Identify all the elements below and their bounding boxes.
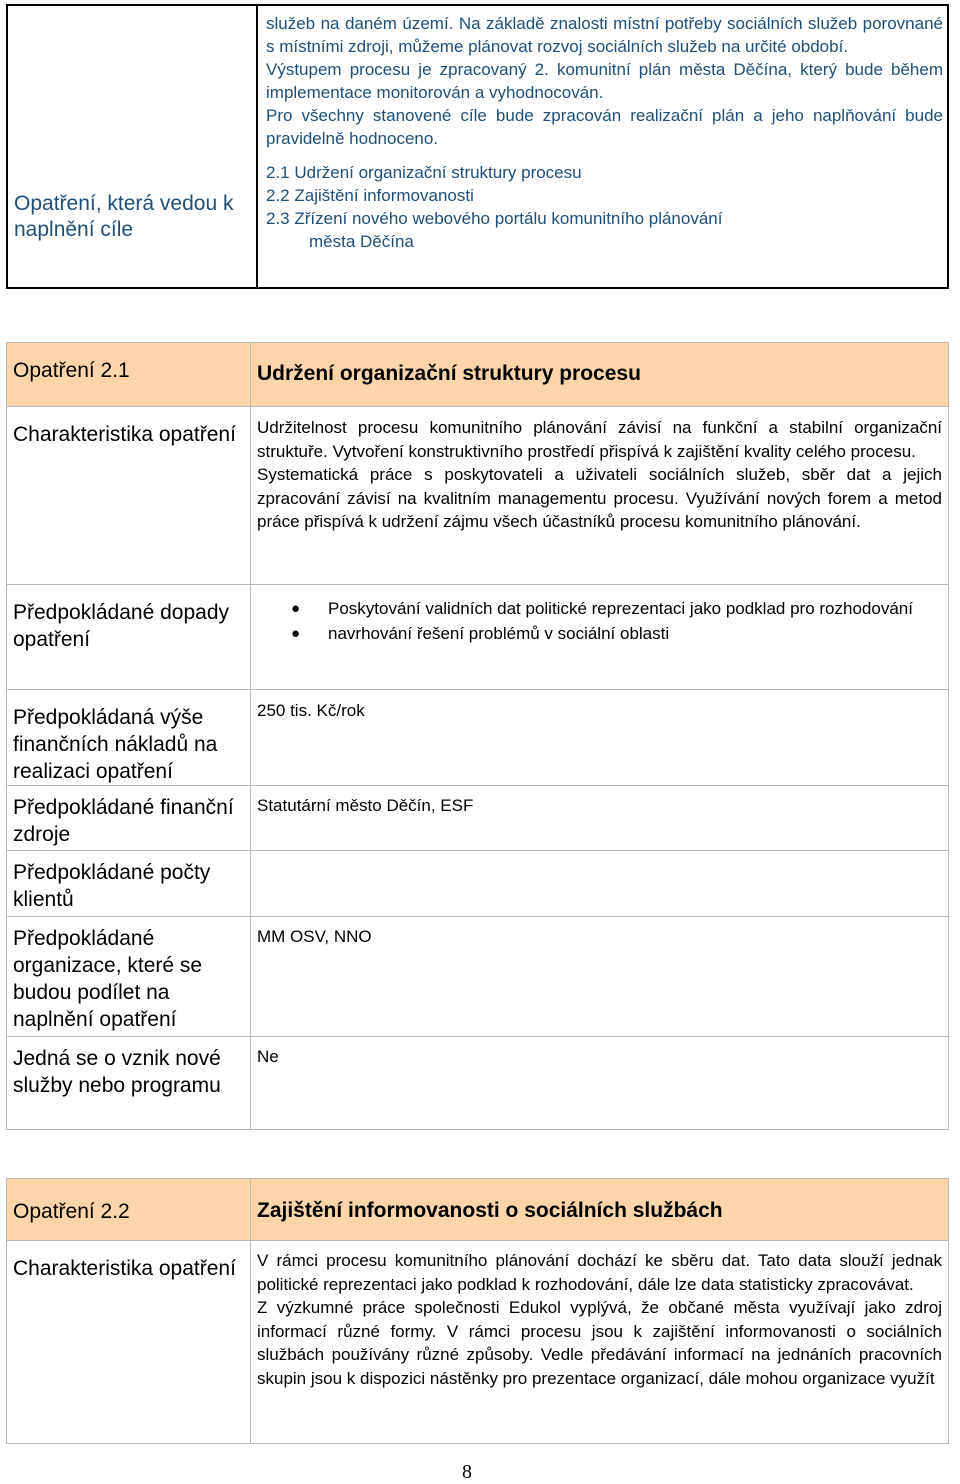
characteristic-paragraph: Z výzkumné práce společnosti Edukol vyplývá, že občané města využívají jako zdroj informací různé formy. V rámci procesu jsou k zajištění informovanosti o sociálních službách používány různé způsoby. Vedle předávání informací na jednáních pracovních skupin jsou k dispozici nástěnky pro prezentace organizací, dále mohou organizace využít [257, 1298, 942, 1388]
measure-item-continuation: města Děčína [309, 232, 414, 251]
sources-label-cell [7, 786, 251, 851]
goal-paragraph: služeb na daném území. Na základě znalosti místní potřeby sociálních služeb porovnané s místními zdroji, můžeme plánovat rozvoj sociálních služeb na určité období. [266, 14, 943, 56]
characteristic-paragraph: Systematická práce s poskytovateli a uživateli sociálních služeb, sběr dat a jejich zpracování závisí na kvalitním managementu procesu. Využívání nových forem a metod práce přispívá k udržení zájmu všech účastníků procesu komunitního plánování. [257, 465, 942, 531]
orgs-value-cell [251, 917, 949, 1037]
goal-paragraph: Výstupem procesu je zpracovaný 2. komunitní plán města Děčína, který bude během implementace monitorován a vyhodnocován. [266, 60, 943, 102]
measures-list [266, 161, 943, 253]
measure-2-1-label-cell [7, 343, 251, 407]
measure-item: 2.2 Zajištění informovanosti [266, 186, 474, 205]
costs-label: Předpokládaná výše finančních nákladů na realizaci opatření [13, 706, 218, 783]
costs-label-cell [7, 690, 251, 786]
costs-value: 250 tis. Kč/rok [257, 701, 365, 720]
impacts-label: Předpokládané dopady opatření [13, 601, 230, 651]
measures-label: Opatření, která vedou k naplnění cíle [14, 192, 234, 241]
new-service-label-cell [7, 1037, 251, 1130]
characteristic-label: Charakteristika opatření [13, 423, 236, 446]
measure-item: 2.1 Udržení organizační struktury procesu [266, 163, 582, 182]
characteristic-text-cell [251, 407, 949, 585]
clients-label-cell [7, 851, 251, 917]
impact-item: ● navrhování řešení problémů v sociální oblasti [257, 622, 942, 646]
characteristic-label-cell [7, 1241, 251, 1444]
measure-2-2-label-cell [7, 1179, 251, 1241]
characteristic-paragraph: V rámci procesu komunitního plánování dochází ke sběru dat. Tato data slouží jednak politické reprezentaci jako podklad k rozhodování, dále lze data statisticky zpracovávat. [257, 1251, 942, 1294]
impacts-list [257, 597, 942, 645]
measure-2-2-table [6, 1178, 949, 1444]
impact-item: ● Poskytování validních dat politické reprezentaci jako podklad pro rozhodování [257, 597, 942, 621]
goal-paragraph: Pro všechny stanovené cíle bude zpracován realizační plán a jeho naplňování bude pravidelně hodnoceno. [266, 106, 943, 148]
goal-text-cell [257, 5, 948, 288]
characteristic-paragraph: Udržitelnost procesu komunitního plánování závisí na funkční a stabilní organizační struktuře. Vytvoření konstruktivního prostředí přispívá k zajištění kvality celého procesu. [257, 418, 942, 461]
new-service-value: Ne [257, 1047, 279, 1066]
clients-value-cell [251, 851, 949, 917]
page-number: 8 [462, 1461, 472, 1483]
measure-label: Opatření 2.1 [13, 359, 130, 382]
measure-label: Opatření 2.2 [13, 1200, 130, 1223]
new-service-value-cell [251, 1037, 949, 1130]
orgs-label-cell [7, 917, 251, 1037]
sources-value: Statutární město Děčín, ESF [257, 796, 474, 815]
measures-label-cell [7, 5, 257, 288]
measure-2-1-table [6, 342, 949, 1130]
new-service-label: Jedná se o vznik nové služby nebo programu [13, 1047, 221, 1097]
measure-2-2-title-cell [251, 1179, 949, 1241]
sources-value-cell [251, 786, 949, 851]
characteristic-text-cell [251, 1241, 949, 1444]
measure-title: Zajištění informovanosti o sociálních službách [257, 1199, 723, 1222]
orgs-value: MM OSV, NNO [257, 927, 372, 946]
clients-label: Předpokládané počty klientů [13, 861, 211, 911]
orgs-label: Předpokládané organizace, které se budou podílet na naplnění opatření [13, 927, 203, 1031]
bullet-icon: ● [291, 600, 301, 617]
characteristic-label-cell [7, 407, 251, 585]
measure-item: 2.3 Zřízení nového webového portálu komunitního plánování [266, 209, 723, 228]
measure-title: Udržení organizační struktury procesu [257, 362, 641, 385]
impacts-label-cell [7, 585, 251, 690]
measure-2-1-title-cell [251, 343, 949, 407]
sources-label: Předpokládané finanční zdroje [13, 796, 234, 846]
characteristic-label: Charakteristika opatření [13, 1257, 236, 1280]
impacts-cell [251, 585, 949, 690]
costs-value-cell [251, 690, 949, 786]
bullet-icon: ● [291, 624, 301, 642]
goal-table [6, 4, 949, 289]
